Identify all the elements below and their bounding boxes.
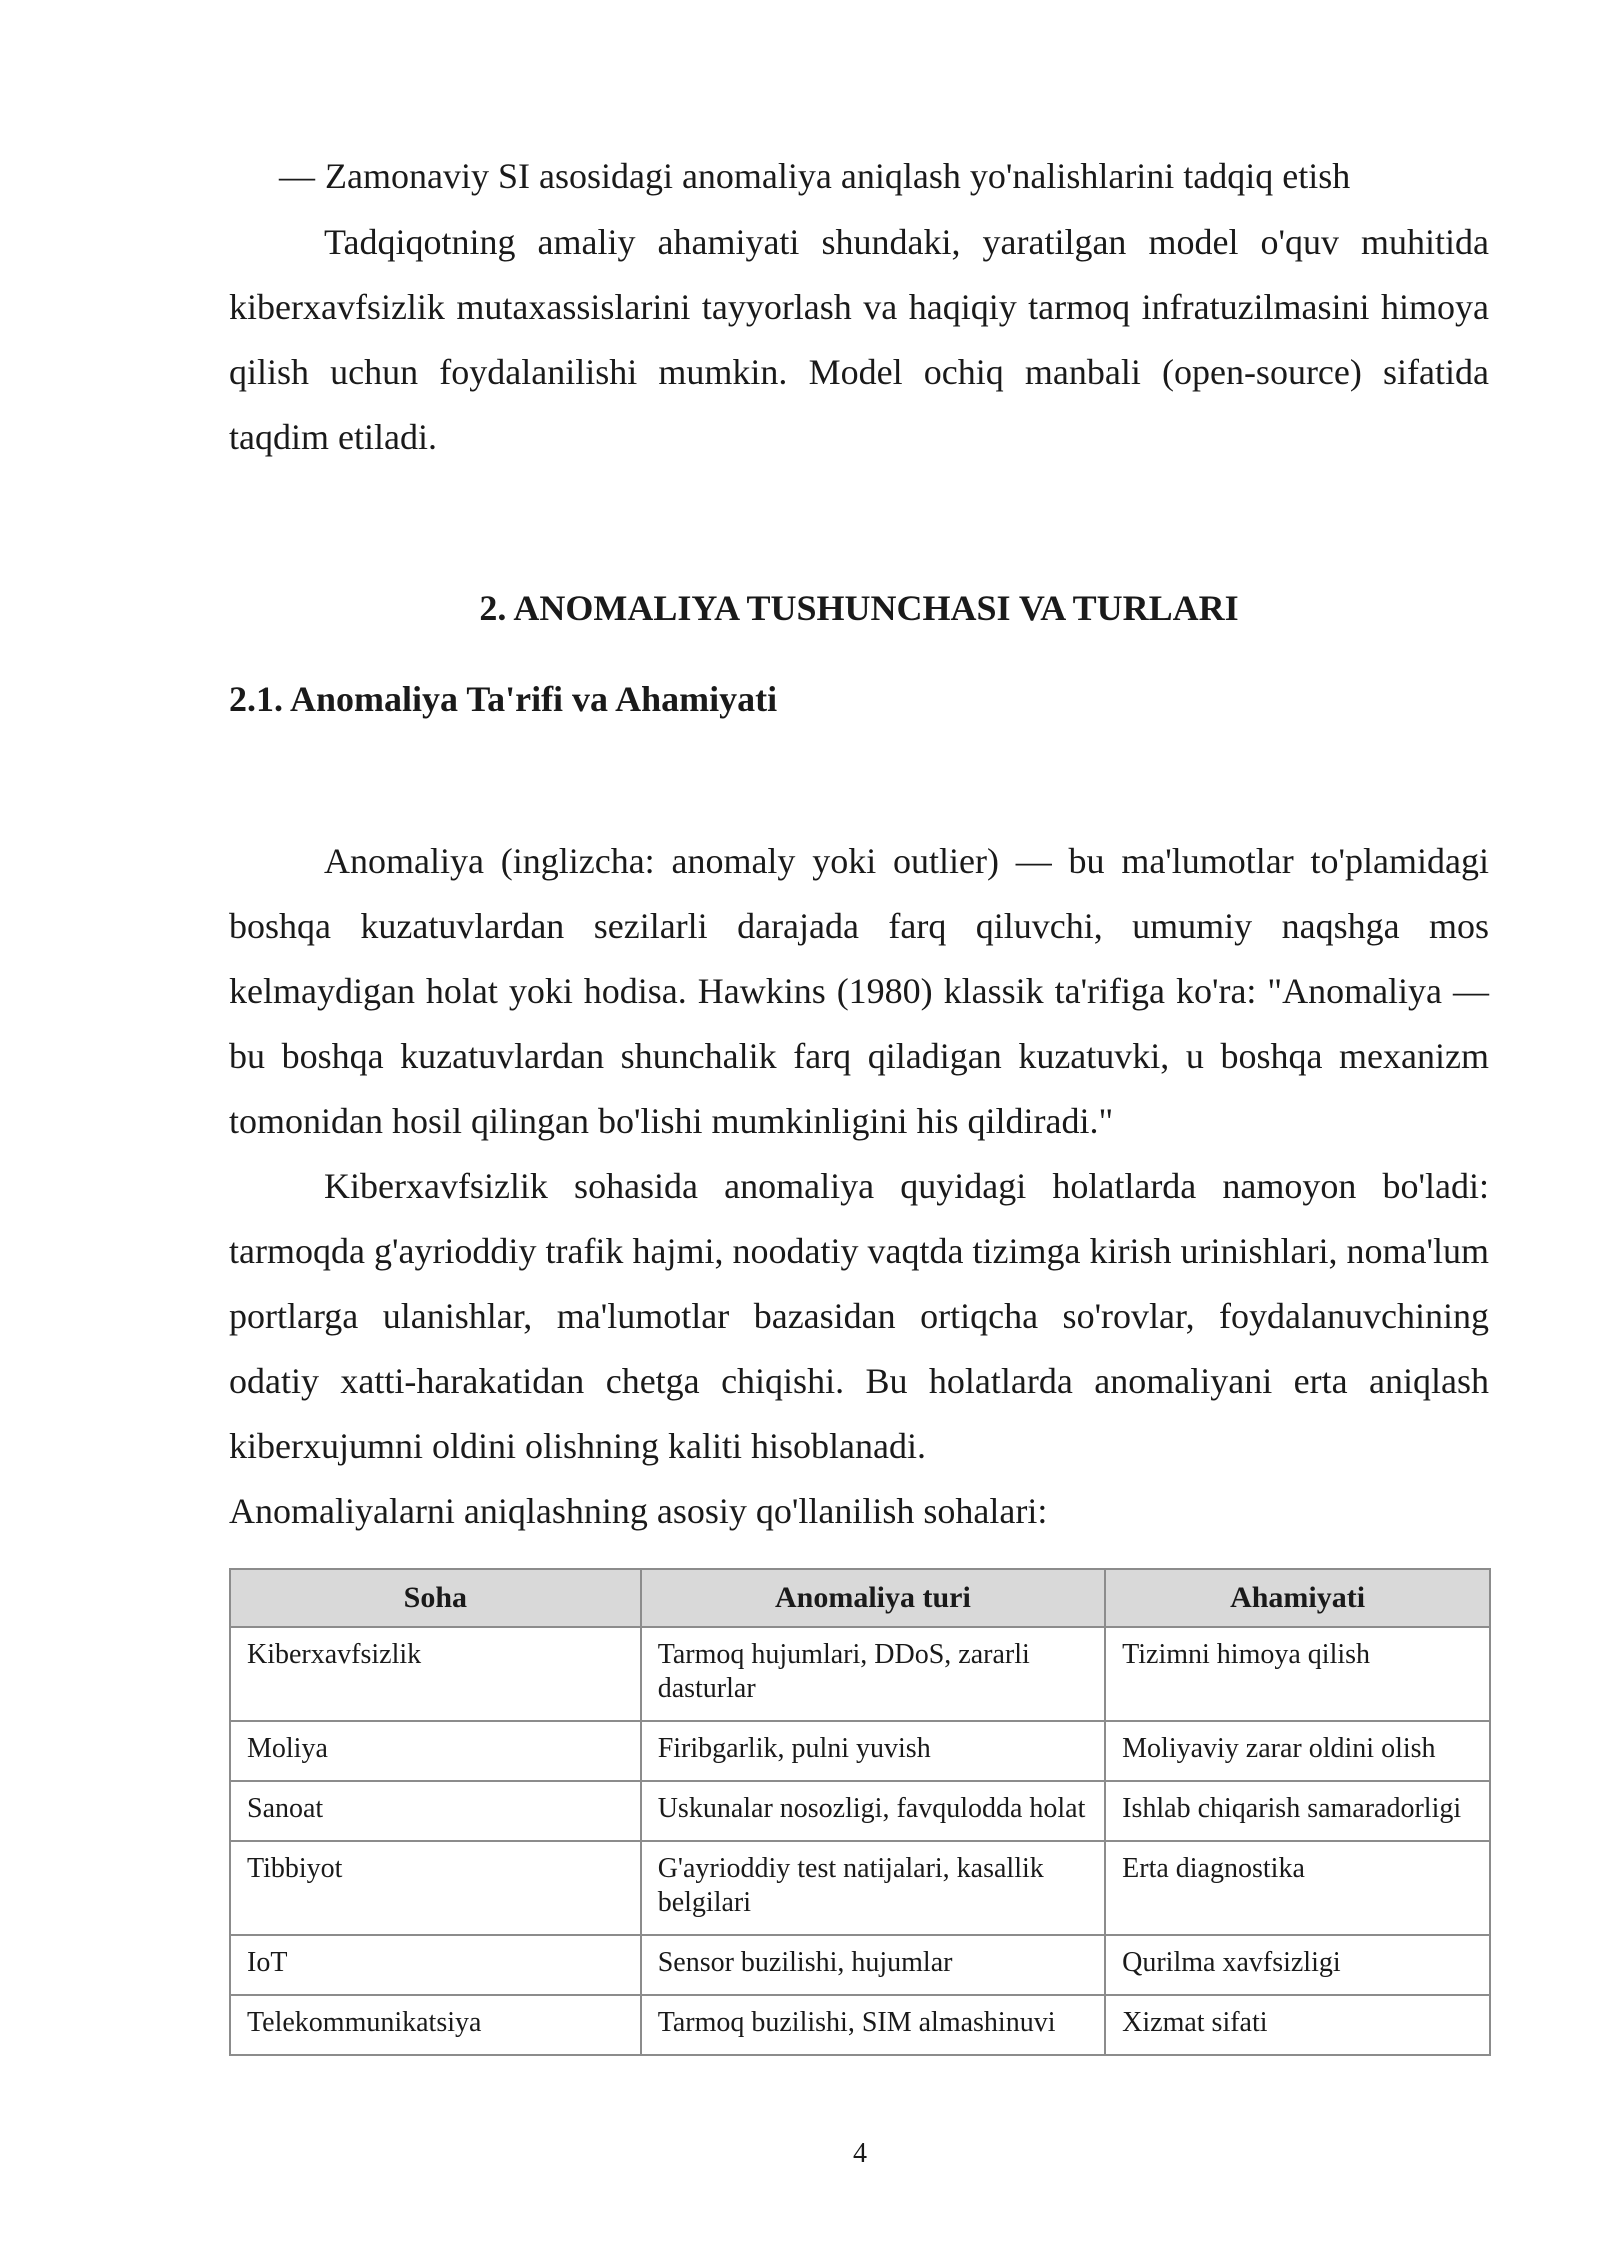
cell-anomaliya-turi: Tarmoq buzilishi, SIM almashinuvi — [641, 1995, 1105, 2055]
page-number: 4 — [853, 2138, 867, 2169]
spacer — [229, 725, 1489, 829]
bullet-dash: — — [279, 156, 315, 196]
table-row — [230, 1995, 1490, 2055]
bullet-item — [279, 150, 1489, 202]
cell-anomaliya-turi: Uskunalar nosozligi, favqulodda holat — [641, 1781, 1105, 1841]
cell-ahamiyati: Ishlab chiqarish samaradorligi — [1105, 1781, 1490, 1841]
table-intro: Anomaliyalarni aniqlashning asosiy qo'llanilish sohalari: — [229, 1491, 1048, 1531]
cell-soha: Sanoat — [230, 1781, 641, 1841]
definition-paragraph: Anomaliya (inglizcha: anomaly yoki outlier) — bu ma'lumotlar to'plamidagi boshqa kuzatuvlardan sezilarli darajada farq qiluvchi, umumiy naqshga mos kelmaydigan holat yoki hodisa. Hawkins (1980) klassik ta'rifiga ko'ra: "Anomaliya — bu boshqa kuzatuvlardan shunchalik farq qiladigan kuzatuvki, u boshqa mexanizm tomonidan hosil qilingan bo'lishi mumkinligini his qildiradi." — [229, 841, 1489, 1141]
cell-ahamiyati: Moliyaviy zarar oldini olish — [1105, 1721, 1490, 1781]
cyber-paragraph: Kiberxavfsizlik sohasida anomaliya quyidagi holatlarda namoyon bo'ladi: tarmoqda g'ayrioddiy trafik hajmi, noodatiy vaqtda tizimga kirish urinishlari, noma'lum portlarga ulanishlar, ma'lumotlar bazasidan ortiqcha so'rovlar, foydalanuvchining odatiy xatti-harakatidan chetga chiqishi. Bu holatlarda anomaliyani erta aniqlash kiberxujumni oldini olishning kaliti hisoblanadi. — [229, 1166, 1489, 1466]
bullet-text: Zamonaviy SI asosidagi anomaliya aniqlash yo'nalishlarini tadqiq etish — [325, 156, 1351, 196]
cell-soha: IoT — [230, 1935, 641, 1995]
application-areas-table — [229, 1568, 1491, 2056]
cell-soha: Kiberxavfsizlik — [230, 1627, 641, 1721]
cell-soha: Moliya — [230, 1721, 641, 1781]
cell-ahamiyati: Xizmat sifati — [1105, 1995, 1490, 2055]
document-page — [229, 150, 1489, 2056]
header-cell-ahamiyati: Ahamiyati — [1105, 1569, 1490, 1627]
intro-paragraph: Tadqiqotning amaliy ahamiyati shundaki, yaratilgan model o'quv muhitida kiberxavfsizlik mutaxassislarini tayyorlash va haqiqiy tarmoq infratuzilmasini himoya qilish uchun foydalanilishi mumkin. Model ochiq manbali (open-source) sifatida taqdim etiladi. — [229, 222, 1489, 457]
cell-ahamiyati: Qurilma xavfsizligi — [1105, 1935, 1490, 1995]
header-cell-soha: Soha — [230, 1569, 641, 1627]
cell-anomaliya-turi: Sensor buzilishi, hujumlar — [641, 1935, 1105, 1995]
subsection-title: 2.1. Anomaliya Ta'rifi va Ahamiyati — [229, 679, 778, 719]
header-cell-anomaliya-turi: Anomaliya turi — [641, 1569, 1105, 1627]
cell-ahamiyati: Tizimni himoya qilish — [1105, 1627, 1490, 1721]
table-row — [230, 1841, 1490, 1935]
cell-ahamiyati: Erta diagnostika — [1105, 1841, 1490, 1935]
table-row — [230, 1721, 1490, 1781]
section-title: 2. ANOMALIYA TUSHUNCHASI VA TURLARI — [479, 588, 1239, 628]
cell-anomaliya-turi: G'ayrioddiy test natijalari, kasallik belgilari — [641, 1841, 1105, 1935]
cell-anomaliya-turi: Tarmoq hujumlari, DDoS, zararli dasturlar — [641, 1627, 1105, 1721]
table-row — [230, 1935, 1490, 1995]
table-header-row — [230, 1569, 1490, 1627]
cell-anomaliya-turi: Firibgarlik, pulni yuvish — [641, 1721, 1105, 1781]
cell-soha: Tibbiyot — [230, 1841, 641, 1935]
table-row — [230, 1781, 1490, 1841]
table-row — [230, 1627, 1490, 1721]
cell-soha: Telekommunikatsiya — [230, 1995, 641, 2055]
